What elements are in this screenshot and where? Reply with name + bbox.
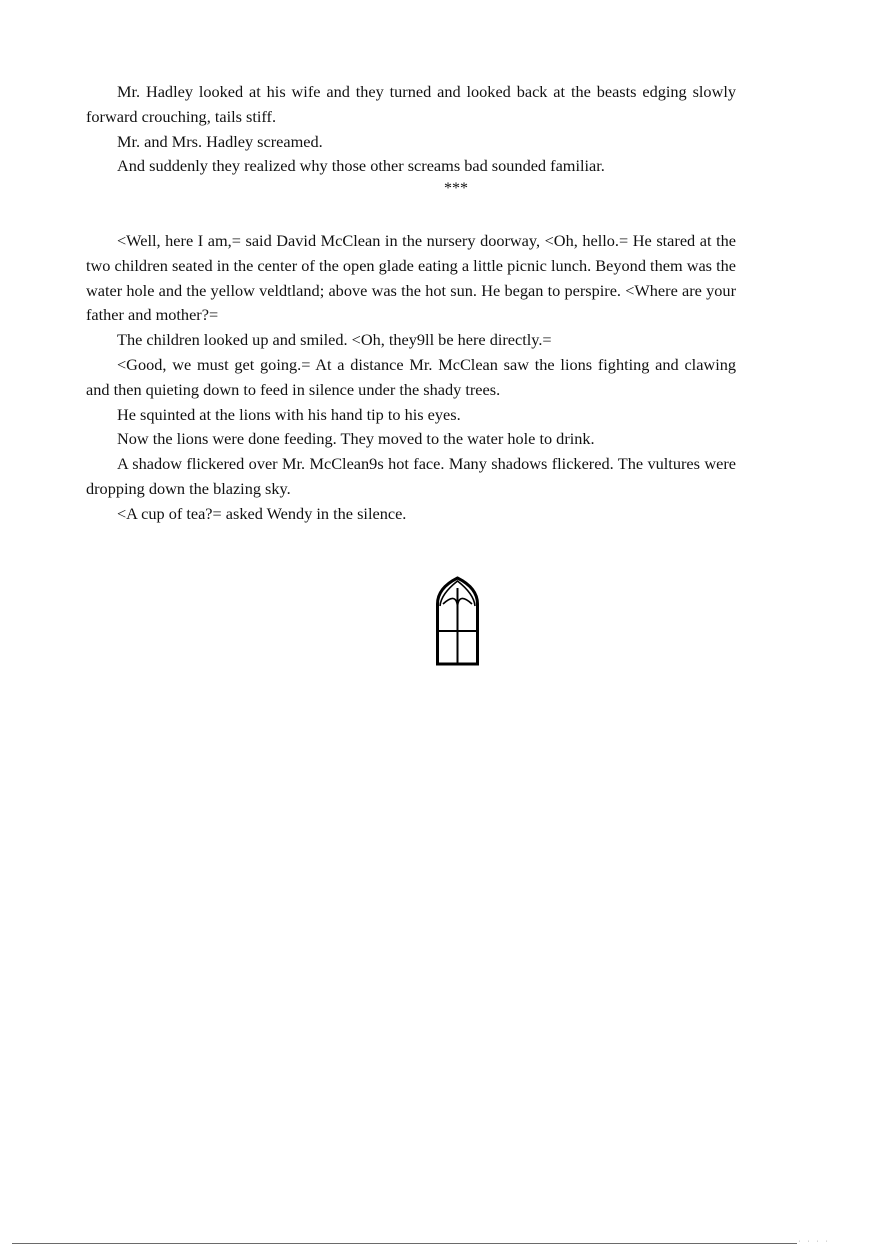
story-text-top (86, 80, 736, 179)
paragraph: Mr. and Mrs. Hadley screamed. (117, 131, 323, 151)
scene-break: *** (444, 180, 468, 197)
paragraph: <Good, we must get going.= At a distance Mr. McClean saw the lions fighting and clawing and then quieting down to feed in silence under the shady trees. (86, 354, 736, 399)
story-text-bottom (86, 229, 736, 527)
paragraph: The children looked up and smiled. <Oh, they9ll be here directly.= (117, 330, 552, 350)
paragraph: <A cup of tea?= asked Wendy in the silence. (117, 503, 407, 523)
paragraph: He squinted at the lions with his hand tip to his eyes. (117, 404, 461, 424)
paragraph: Mr. Hadley looked at his wife and they turned and looked back at the beasts edging slowly forward crouching, tails stiff. (86, 82, 736, 126)
footer-rule (12, 1243, 797, 1244)
paragraph: A shadow flickered over Mr. McClean9s hot face. Many shadows flickered. The vultures were dropping down the blazing sky. (86, 454, 736, 498)
paragraph: And suddenly they realized why those other screams bad sounded familiar. (117, 156, 605, 176)
gothic-window-icon (435, 576, 480, 666)
paragraph: Now the lions were done feeding. They moved to the water hole to drink. (117, 429, 595, 449)
footer-mark: ⋅ ⋅ ⋅ ⋅ (798, 1237, 830, 1246)
paragraph: <Well, here I am,= said David McClean in the nursery doorway, <Oh, hello.= He stared at the two children seated in the center of the open glade eating a little picnic lunch. Beyond them was the water hole and the yellow veldtland; above was the hot sun. He began to perspire. <Where are your father and mother?= (86, 231, 736, 325)
